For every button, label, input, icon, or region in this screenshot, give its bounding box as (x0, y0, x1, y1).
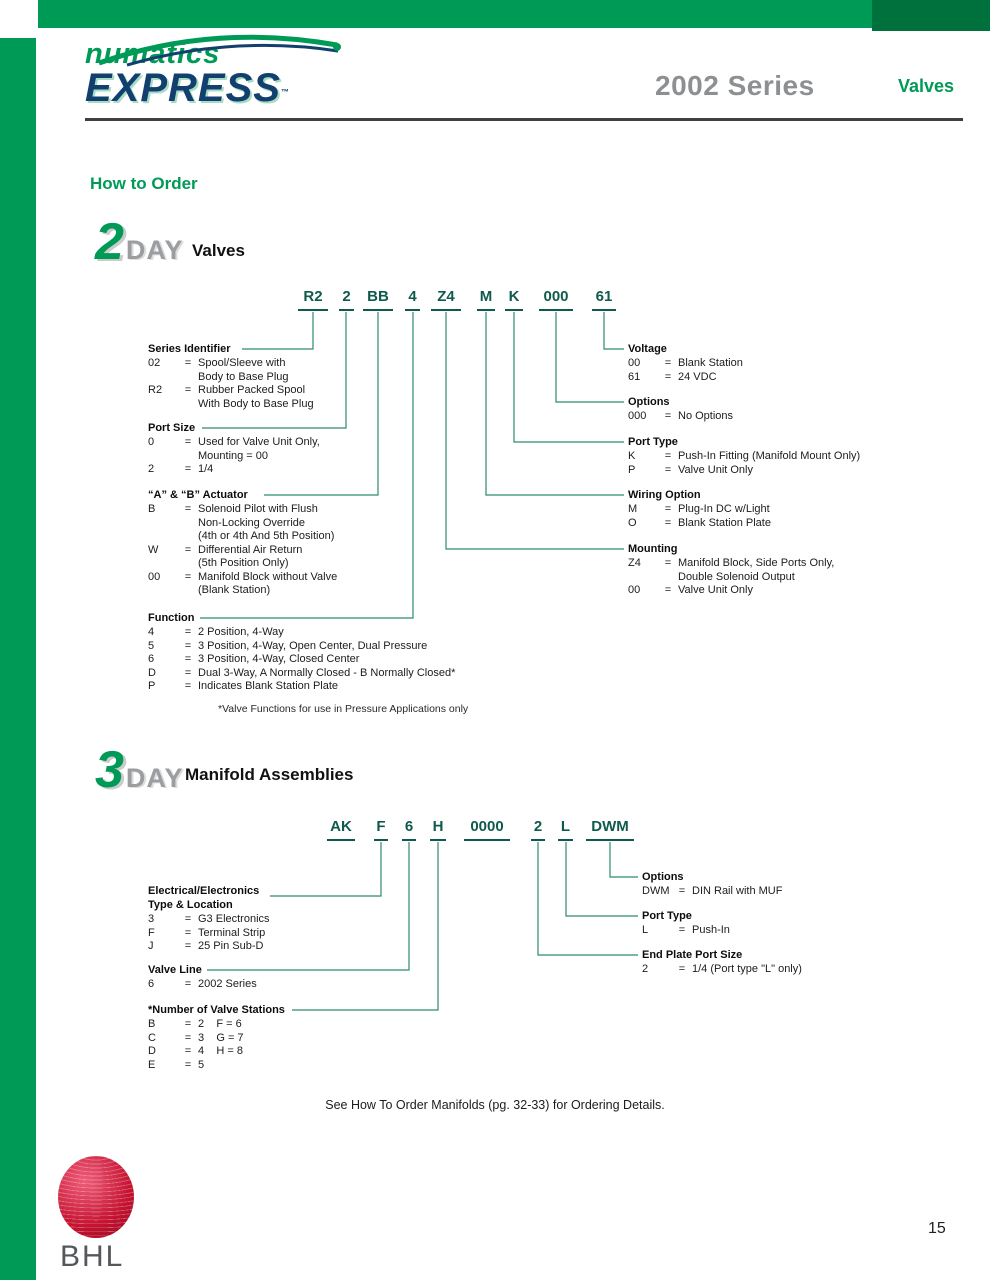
equals-sign: = (184, 926, 192, 939)
entry-code (148, 530, 178, 544)
entry-code: F (148, 926, 155, 939)
entry-text: G3 Electronics (198, 913, 270, 925)
entry-text: 2002 Series (198, 978, 257, 990)
entry-text: 4 H = 8 (198, 1045, 243, 1057)
entry-line (148, 384, 314, 398)
group-heading: Wiring Option (628, 489, 701, 501)
manifold-order-note: See How To Order Manifolds (pg. 32-33) for Ordering Details. (325, 1098, 665, 1112)
order-code-part: 2 (531, 818, 545, 841)
page-number: 15 (928, 1220, 946, 1237)
entry-code: 61 (628, 370, 641, 383)
equals-sign: = (184, 653, 192, 665)
entry-line (148, 913, 270, 927)
entry-code: 0 (148, 436, 155, 448)
entry-text: Manifold Block without Valve (198, 570, 338, 583)
entry-line (148, 978, 257, 992)
group-heading: Mounting (628, 543, 678, 555)
entry-line (628, 410, 733, 424)
entry-code: 3 (148, 913, 155, 925)
equals-sign: = (184, 357, 192, 369)
entry-line (642, 963, 802, 977)
entry-text: 1/4 (198, 463, 214, 475)
entry-line (628, 557, 834, 571)
entry-line (628, 371, 743, 385)
equals-sign: = (184, 463, 192, 475)
equals-sign: = (664, 557, 672, 569)
entry-line (148, 1059, 285, 1073)
entry-code: C (148, 1031, 156, 1044)
entry-code: 00 (148, 570, 161, 583)
equals-sign (661, 571, 675, 585)
day-word: DAY (125, 763, 184, 793)
equals-sign: = (664, 357, 672, 369)
entry-line (148, 667, 455, 681)
entry-text: 1/4 (Port type "L" only) (692, 963, 802, 975)
equals-sign: = (678, 924, 686, 936)
entry-text: Rubber Packed Spool (198, 384, 306, 396)
equals-sign: = (184, 503, 192, 515)
three-day-logo (95, 741, 184, 799)
equals-sign: = (184, 543, 192, 556)
entry-line (628, 450, 860, 464)
entry-text: 2 Position, 4-Way (198, 626, 284, 638)
entry-line (148, 640, 455, 654)
entry-line (148, 530, 337, 544)
entry-text: Valve Unit Only (678, 463, 753, 476)
order-group (628, 543, 834, 598)
day-number: 3 (95, 741, 124, 799)
equals-sign (181, 371, 195, 385)
entry-text: 5 (198, 1058, 205, 1071)
entry-text: Mounting = 00 (198, 449, 269, 462)
equals-sign: = (184, 1058, 192, 1071)
order-group (628, 343, 743, 384)
order-code-part: 000 (539, 288, 573, 311)
entry-code: R2 (148, 384, 163, 396)
group-heading: Options (628, 396, 670, 408)
equals-sign: = (678, 885, 686, 897)
order-code-part: 4 (405, 288, 420, 311)
entry-code: L (642, 924, 649, 936)
entry-line (148, 584, 337, 598)
order-code-part: 61 (592, 288, 616, 311)
entry-line (628, 571, 834, 585)
trademark-symbol: ™ (280, 87, 289, 97)
entry-code: B (148, 1018, 156, 1030)
entry-line (148, 626, 455, 640)
group-heading: Series Identifier (148, 343, 231, 355)
group-heading: Valve Line (148, 964, 202, 976)
series-title: 2002 Series (655, 70, 815, 101)
order-code-part: 2 (339, 288, 354, 311)
entry-text: Manifold Block, Side Ports Only, (678, 557, 835, 569)
entry-code: J (148, 940, 154, 952)
entry-code: 5 (148, 639, 155, 652)
entry-line (628, 517, 771, 531)
manifold-section-title: Manifold Assemblies (185, 765, 354, 784)
equals-sign: = (184, 570, 192, 583)
entry-code: K (628, 450, 636, 462)
entry-code: 6 (148, 653, 155, 665)
order-group (148, 422, 320, 477)
equals-sign: = (184, 1045, 192, 1057)
entry-text: Differential Air Return (198, 543, 303, 556)
entry-line (148, 503, 337, 517)
entry-code (148, 398, 178, 412)
two-day-logo (95, 213, 184, 271)
entry-text: 3 Position, 4-Way, Open Center, Dual Pressure (198, 639, 428, 652)
entry-text: Valve Unit Only (678, 584, 753, 596)
entry-line (148, 557, 337, 571)
entry-text: With Body to Base Plug (198, 397, 314, 410)
entry-code: P (148, 680, 156, 692)
entry-text: Terminal Strip (198, 926, 266, 939)
entry-text: Spool/Sleeve with (198, 357, 286, 369)
group-heading: Port Type (642, 910, 692, 922)
group-heading: Electrical/Electronics (148, 885, 260, 897)
entry-text: 3 Position, 4-Way, Closed Center (198, 653, 360, 665)
equals-sign: = (664, 516, 672, 529)
order-code-part: F (374, 818, 388, 841)
order-code-part: BB (363, 288, 393, 311)
entry-code: O (628, 516, 637, 529)
entry-line (148, 357, 314, 371)
top-corner-block (872, 0, 990, 31)
entry-text: 3 G = 7 (198, 1031, 244, 1044)
entry-code: DWM (642, 885, 670, 897)
order-group (628, 489, 771, 530)
equals-sign: = (664, 463, 672, 476)
entry-code (148, 517, 178, 531)
entry-code (148, 557, 178, 571)
group-heading: Options (642, 871, 684, 883)
entry-text: (Blank Station) (198, 584, 271, 596)
page-tab-valves: Valves (898, 76, 955, 96)
valve-function-footnote: *Valve Functions for use in Pressure Applications only (218, 703, 469, 715)
order-code-part: DWM (586, 818, 634, 841)
entry-line (148, 571, 337, 585)
entry-line (148, 371, 314, 385)
entry-code: 4 (148, 626, 155, 638)
entry-line (148, 927, 270, 941)
order-group (642, 949, 802, 977)
equals-sign: = (184, 913, 192, 925)
entry-code (148, 450, 178, 464)
order-group (628, 396, 733, 424)
entry-line (148, 680, 455, 694)
entry-code: 2 (148, 463, 155, 475)
numatics-express-logo (85, 40, 345, 116)
order-code-part: K (505, 288, 523, 311)
entry-code: W (148, 543, 159, 556)
day-number: 2 (95, 213, 124, 271)
entry-line (148, 653, 455, 667)
entry-line (628, 357, 743, 371)
order-code-part: 6 (402, 818, 416, 841)
bhl-logo-text: BHL (60, 1240, 125, 1273)
entry-text: Solenoid Pilot with Flush (198, 503, 318, 515)
entry-line (148, 1018, 285, 1032)
group-heading: “A” & “B” Actuator (148, 489, 248, 501)
entry-line (628, 584, 834, 598)
entry-code: Z4 (628, 557, 641, 569)
entry-line (148, 398, 314, 412)
order-code-part: 0000 (464, 818, 510, 841)
day-word: DAY (125, 235, 184, 265)
equals-sign: = (184, 639, 192, 652)
entry-line (148, 940, 270, 954)
bhl-globe-logo (58, 1156, 134, 1238)
order-group (642, 910, 730, 938)
equals-sign: = (184, 384, 192, 396)
order-code-part: M (477, 288, 495, 311)
entry-code: 6 (148, 978, 155, 990)
order-group (148, 964, 257, 992)
equals-sign: = (184, 680, 192, 692)
entry-line (148, 1032, 285, 1046)
entry-code: D (148, 666, 156, 679)
entry-line (148, 517, 337, 531)
entry-text: Push-In Fitting (Manifold Mount Only) (678, 450, 861, 462)
order-group (628, 436, 860, 477)
equals-sign: = (664, 410, 672, 422)
entry-text: 25 Pin Sub-D (198, 940, 264, 952)
entry-text: No Options (678, 410, 734, 422)
top-green-bar (38, 0, 990, 28)
entry-text: Double Solenoid Output (678, 570, 795, 583)
entry-code: 000 (628, 410, 647, 422)
order-code-part: R2 (298, 288, 328, 311)
entry-line (148, 463, 320, 477)
equals-sign: = (678, 963, 686, 975)
entry-text: DIN Rail with MUF (692, 885, 783, 897)
entry-line (148, 544, 337, 558)
equals-sign: = (664, 450, 672, 462)
entry-line (148, 450, 320, 464)
entry-text: Blank Station (678, 357, 743, 369)
entry-code (628, 571, 658, 585)
entry-text: Push-In (692, 924, 730, 936)
equals-sign: = (184, 978, 192, 990)
entry-line (628, 503, 771, 517)
entry-line (148, 436, 320, 450)
entry-text: Indicates Blank Station Plate (198, 680, 339, 692)
order-code-part: H (430, 818, 446, 841)
entry-line (642, 885, 782, 899)
entry-code: P (628, 463, 636, 476)
entry-text: 2 F = 6 (198, 1018, 242, 1030)
equals-sign: = (664, 584, 672, 596)
entry-code: 2 (642, 963, 649, 975)
entry-text: Blank Station Plate (678, 516, 771, 529)
group-heading: Port Size (148, 422, 196, 434)
order-code-part: Z4 (431, 288, 461, 311)
entry-code (148, 371, 178, 385)
equals-sign: = (184, 940, 192, 952)
entry-line (148, 1045, 285, 1059)
equals-sign: = (184, 436, 192, 448)
order-group (148, 343, 314, 411)
entry-text: Body to Base Plug (198, 370, 289, 383)
entry-line (642, 924, 730, 938)
equals-sign (181, 517, 195, 531)
entry-text: 24 VDC (678, 370, 717, 383)
entry-text: (4th or 4th And 5th Position) (198, 530, 335, 542)
brand-express: EXPRESS (85, 66, 281, 110)
entry-code: 00 (628, 357, 641, 369)
header-rule (85, 118, 963, 121)
equals-sign: = (184, 1018, 192, 1030)
equals-sign (181, 450, 195, 464)
equals-sign (181, 530, 195, 544)
order-code-part: AK (327, 818, 355, 841)
equals-sign: = (664, 503, 672, 515)
equals-sign: = (184, 626, 192, 638)
group-heading: *Number of Valve Stations (148, 1004, 285, 1016)
entry-code: E (148, 1058, 156, 1071)
equals-sign: = (184, 1031, 192, 1044)
how-to-order-heading: How to Order (90, 174, 198, 193)
order-group (642, 871, 782, 899)
group-heading: Type & Location (148, 899, 233, 911)
equals-sign (181, 584, 195, 598)
entry-code: M (628, 503, 638, 515)
entry-text: Dual 3-Way, A Normally Closed - B Normally Closed* (198, 666, 456, 679)
entry-text: Used for Valve Unit Only, (198, 436, 320, 448)
equals-sign: = (664, 370, 672, 383)
entry-line (628, 464, 860, 478)
order-group (148, 489, 337, 598)
order-group (148, 1004, 285, 1072)
valves-section-title: Valves (192, 241, 245, 260)
entry-code: D (148, 1045, 156, 1057)
equals-sign (181, 557, 195, 571)
group-heading: Function (148, 612, 195, 624)
group-heading: Port Type (628, 436, 678, 448)
entry-code (148, 584, 178, 598)
equals-sign: = (184, 666, 192, 679)
left-green-bar (0, 38, 36, 1280)
entry-code: 00 (628, 584, 641, 596)
entry-text: Non-Locking Override (198, 516, 305, 529)
entry-text: Plug-In DC w/Light (678, 503, 770, 515)
entry-code: B (148, 503, 156, 515)
group-heading: Voltage (628, 343, 667, 355)
brand-name: numatics (85, 38, 221, 70)
group-heading: End Plate Port Size (642, 949, 743, 961)
order-group (148, 612, 455, 694)
equals-sign (181, 398, 195, 412)
order-group (148, 885, 270, 954)
order-code-part: L (558, 818, 573, 841)
entry-code: 02 (148, 357, 161, 369)
entry-text: (5th Position Only) (198, 557, 289, 569)
